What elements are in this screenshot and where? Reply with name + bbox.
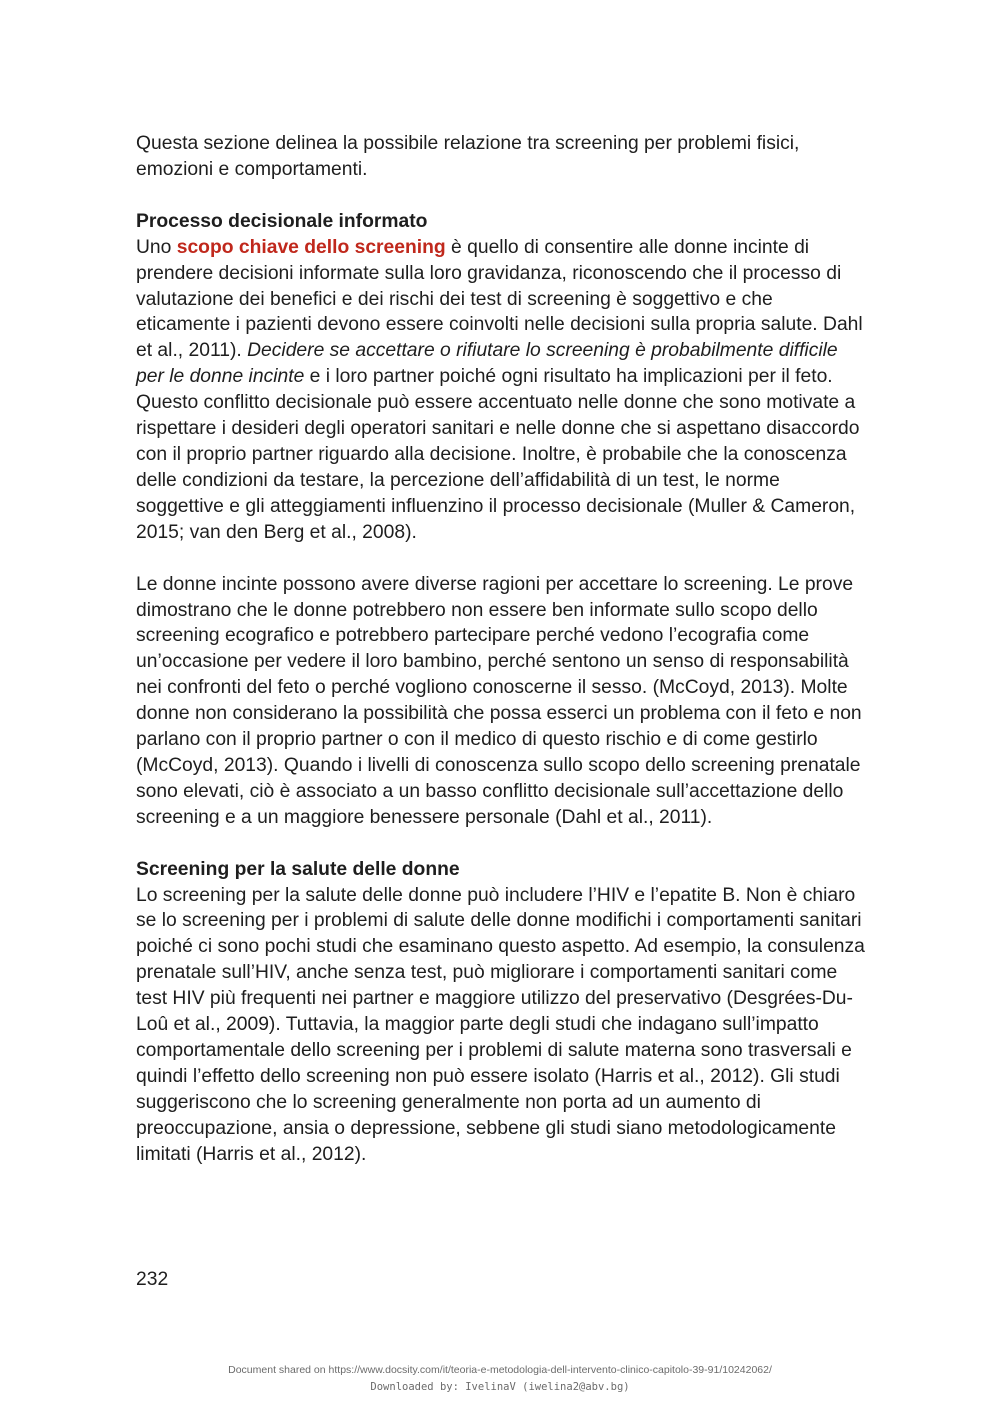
section-heading-womens-health: Screening per la salute delle donne — [136, 858, 460, 880]
text-run: è quello di consentire alle donne incinte di prendere decisioni informate sulla loro gravidanza, riconoscendo che il processo di valutazione dei benefici e dei rischi dei test di screening è soggettivo e che eticamente i pazienti devono essere coinvolti nelle decisioni sulla propria salute. Dahl et al., 2011). — [136, 236, 863, 362]
page-number: 232 — [136, 1269, 169, 1290]
text-run: e i loro partner poiché ogni risultato ha implicazioni per il feto. Questo conflitto decisionale può essere accentuato nelle donne che sono motivate a rispettare i desideri degli operatori sanitari e nelle donne che si aspettano disaccordo con il proprio partner riguardo alla decisione. Inoltre, è probabile che la conoscenza delle condizioni da testare, la percezione dell’affidabilità di un test, le norme soggettive e gli atteggiamenti influenzino il processo decisionale (Muller & Cameron, 2015; van den Berg et al., 2008). — [136, 366, 860, 543]
informed-decision-paragraph — [136, 235, 868, 546]
document-body — [136, 131, 868, 1168]
intro-paragraph: Questa sezione delinea la possibile relazione tra screening per problemi fisici, emozioni e comportamenti. — [136, 133, 800, 180]
footer-downloaded-by: Downloaded by: IvelinaV (iwelina2@abv.bg) — [370, 1381, 630, 1393]
text-run: Uno — [136, 236, 177, 258]
paragraph-spacer — [136, 546, 868, 572]
paragraph-spacer — [136, 831, 868, 857]
womens-health-paragraph: Lo screening per la salute delle donne può includere l’HIV e l’epatite B. Non è chiaro se lo screening per i problemi di salute delle donne modifichi i comportamenti sanitari poiché ci sono pochi studi che esaminano questo aspetto. Ad esempio, la consulenza prenatale sull’HIV, anche senza test, può migliorare i comportamenti sanitari come test HIV più frequenti nei partner e maggiore utilizzo del preservativo (Desgrées-Du-Loû et al., 2009). Tuttavia, la maggior parte degli studi che indagano sull’impatto comportamentale dello screening per i problemi di salute materna sono trasversali e quindi l’effetto dello screening non può essere isolato (Harris et al., 2012). Gli studi suggeriscono che lo screening generalmente non porta ad un aumento di preoccupazione, ansia o depressione, sebbene gli studi siano metodologicamente limitati (Harris et al., 2012). — [136, 884, 865, 1165]
screening-reasons-paragraph: Le donne incinte possono avere diverse ragioni per accettare lo screening. Le prove dimostrano che le donne potrebbero non essere ben informate sullo scopo dello screening ecografico e potrebbero partecipare perché vedono l’ecografia come un’occasione per vedere il loro bambino, perché sentono un senso di responsabilità nei confronti del feto o perché vogliono conoscerne il sesso. (McCoyd, 2013). Molte donne non considerano la possibilità che possa esserci un problema con il feto e non parlano con il proprio partner o con il medico di questo rischio e di come gestirlo (McCoyd, 2013). Quando i livelli di conoscenza sullo scopo dello screening prenatale sono elevati, ciò è associato a un basso conflitto decisionale sull’accettazione dello screening e a un maggiore benessere personale (Dahl et al., 2011). — [136, 573, 862, 828]
italic-text-run: Decidere se accettare o rifiutare lo screening è probabilmente difficile per le donne incinte — [136, 340, 838, 388]
footer-shared-url[interactable]: Document shared on https://www.docsity.com/it/teoria-e-metodologia-dell-intervento-clinico-capitolo-39-91/10242062/ — [228, 1364, 772, 1376]
key-phrase-link[interactable]: scopo chiave dello screening — [176, 236, 446, 258]
paragraph-spacer — [136, 183, 868, 209]
section-heading-informed-decision: Processo decisionale informato — [136, 210, 428, 232]
